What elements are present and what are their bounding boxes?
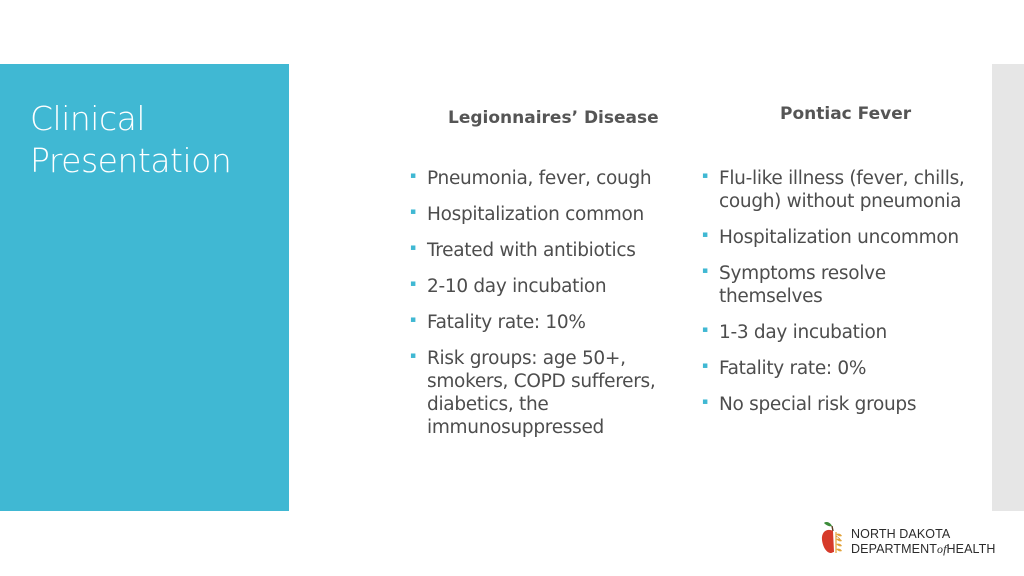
list-item-text: 1-3 day incubation [719, 322, 887, 343]
bullet-icon: ▪ [702, 397, 708, 407]
legionnaires-list [410, 167, 670, 452]
bullet-icon: ▪ [410, 279, 416, 289]
list-item [702, 357, 972, 380]
nd-health-logo [820, 518, 1020, 562]
bullet-icon: ▪ [410, 315, 416, 325]
list-item [410, 347, 670, 439]
list-item-text: Fatality rate: 10% [427, 312, 586, 333]
logo-line-1: NORTH DAKOTA [851, 527, 951, 541]
list-item [410, 203, 670, 226]
title-panel [0, 64, 289, 511]
list-item [410, 167, 670, 190]
logo-text [851, 527, 996, 557]
list-item [702, 321, 972, 344]
bullet-icon: ▪ [410, 171, 416, 181]
list-item-text: 2-10 day incubation [427, 276, 607, 297]
list-item-text: Risk groups: age 50+, smokers, COPD sufferers, diabetics, the immunosuppressed [427, 348, 656, 438]
bullet-icon: ▪ [410, 351, 416, 361]
logo-of: of [936, 542, 947, 556]
list-item [410, 311, 670, 334]
logo-line-2 [851, 542, 996, 557]
right-edge-bar [992, 64, 1024, 511]
logo-health: HEALTH [946, 542, 996, 556]
bullet-icon: ▪ [702, 230, 708, 240]
list-item [702, 393, 972, 416]
list-item [410, 275, 670, 298]
list-item-text: Hospitalization uncommon [719, 227, 959, 248]
bullet-icon: ▪ [702, 325, 708, 335]
legionnaires-heading: Legionnaires’ Disease [448, 108, 659, 128]
logo-department: DEPARTMENT [851, 542, 937, 556]
list-item-text: No special risk groups [719, 394, 917, 415]
bullet-icon: ▪ [702, 361, 708, 371]
list-item-text: Fatality rate: 0% [719, 358, 867, 379]
bullet-icon: ▪ [702, 266, 708, 276]
pontiac-heading: Pontiac Fever [780, 104, 912, 124]
bullet-icon: ▪ [410, 207, 416, 217]
list-item [702, 262, 972, 308]
list-item [702, 226, 972, 249]
list-item-text: Pneumonia, fever, cough [427, 168, 652, 189]
bullet-icon: ▪ [410, 243, 416, 253]
list-item-text: Treated with antibiotics [427, 240, 636, 261]
list-item-text: Hospitalization common [427, 204, 644, 225]
apple-wheat-icon [820, 520, 850, 560]
list-item [702, 167, 972, 213]
list-item [410, 239, 670, 262]
slide-title: Clinical Presentation [30, 99, 232, 180]
bullet-icon: ▪ [702, 171, 708, 181]
list-item-text: Symptoms resolve themselves [719, 263, 886, 307]
list-item-text: Flu-like illness (fever, chills, cough) without pneumonia [719, 168, 965, 212]
pontiac-list [702, 167, 972, 429]
